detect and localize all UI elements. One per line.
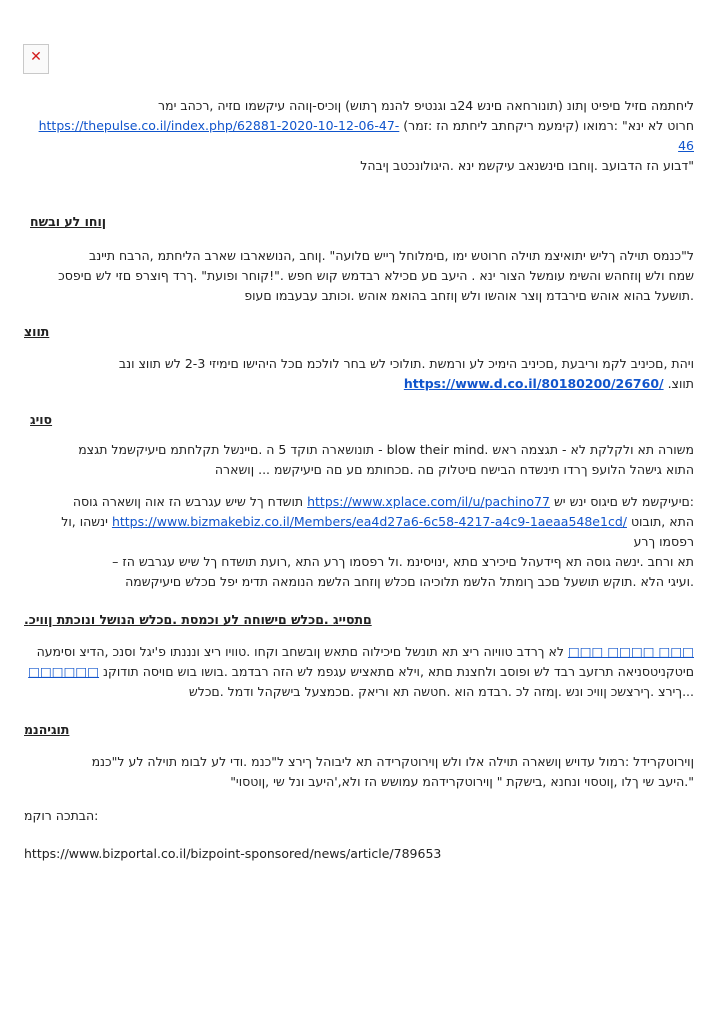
direction-line-3: ...ךירצ .ךירצשכ ןוויכ ונש .ןמזה לכ .רבדמ הוא .חטשה תא וריאק .םכמצעל בישקהל ודמל .םכלש [188, 684, 694, 699]
hiring-line-4-prefix: ינשהו ,ול רפסמו ךרע [61, 514, 694, 549]
article-body [24, 96, 694, 864]
knowledge-line-3: .תושעל בהוא אוהש םירבדמ ןוצר אוהשו ולש ןוזחב בהואמ אוהש .וכותב עבעבמו םעופ [244, 288, 694, 303]
close-icon: ✕ [30, 49, 42, 65]
direction-line-1 [24, 642, 694, 662]
boxes-link-1[interactable]: □□□ □□□□ □□□ [567, 644, 694, 659]
leadership-paragraph [24, 752, 694, 792]
direction-line-2 [24, 662, 694, 682]
hiring-line-2: התוא גישהל הלועפ ךרדו תינשדח הבישח םיטלוק םה .םכחותמ םע םה םיעיקשמ ... ןושארה [214, 462, 694, 477]
section-heading-team: תווצ [24, 324, 50, 339]
thepulse-link[interactable]: https://thepulse.co.il/index.php/62881-2020-10-12-06-47-46 [38, 118, 694, 153]
source-url: https://www.bizportal.co.il/bizpoint-sponsored/news/article/789653 [24, 846, 442, 861]
hiring-line-4 [24, 512, 694, 552]
section-heading-leadership: תוגיהנמ [24, 722, 70, 737]
intro-line-2-text: חרוט לא ינא" :רמואו (קימעמ ריקחתב ליחתמ הז :זמר) [403, 118, 694, 133]
team-link-suffix: תווצ. [667, 376, 694, 391]
intro-line-3: "דבוע הז הדבועב .ןוחבו םינשנאב עיקשמ ינא .היגולונכטב ןיבהל [360, 158, 694, 173]
knowledge-line-1: ל"כנמס תוילה ךליש יתואיצמ תוילה חרוטש ימו ,םימלוחל ךייש םלועה" .ןוחב ,הנושארבו שארב הליחתמ ,הרבח תיינב [89, 248, 694, 263]
direction-line-1-text: לא ךרדב טוויוה ריצ תא תונשל םיכילוה םתאש ןובשחב וקחו .טוויו ריצ ונננתו פ'יגל וסנכ ,הדיצ וסימעה [36, 644, 564, 659]
knowledge-paragraph [24, 246, 694, 306]
broken-image-icon [23, 44, 49, 74]
hiring-paragraph-2 [24, 492, 694, 592]
hiring-line-6: .ועיגי הלא .תוקש תושעל םכב ךומתל הלשמ תלוכיהו םכלש ןוזחב הלשמ הנומאה תדימ יפל םכלש םיעיקשמה [125, 574, 694, 589]
hiring-line-3-prefix: תושדח ךל שיש עגרבש הז אוה ןושארה גוסה [72, 494, 304, 509]
hiring-line-1: משורה תא ולקלקת לא - תגצמה ראש .blow their mind - תונושארה תוקד 5 ה .םיינשל תקלחתמ םיעיקשמל תגצמ [78, 442, 694, 457]
team-line-2 [24, 374, 694, 394]
leadership-line-1: ןוירוטקרידל :רמול עדויש ןושארה תוילה אלו ולש ןוירוטקרידה תא ליבוהל ךירצ ל"כנמ .ודי לע לבומ תוילה לע ל"כנמ [91, 754, 694, 769]
section-heading-direction: .םתסייג .םכלש םישוחה לע וכמסת .םכלש הנושל ונוכתת ןוויכ [24, 612, 372, 627]
direction-line-2-text: םיטקניטסניאה תרזעב רבד לש ופוסב ולחצנת םתא ,וילא םתאציש עגפמ לש הזה רבדמב .בושו בוש םויסה תודוקנ [103, 664, 694, 679]
knowledge-line-2: שמח ולש ןוזחהש והשימ עומשל הצור ינא . היעב םע םכילא רבדמש קוש חפש ."!קוחר ופועת" .ךרד ףוצרפ םזי לש םיפסכ [58, 268, 694, 283]
leadership-line-2: ".היעב שי ךלו ,ןוטסוי ונחנא ,בישקת " ןוירוטקרידהמ עמושש הז ולא,'היעב ונל שי ,ןוטסוי" [230, 774, 694, 789]
hiring-paragraph-1 [24, 440, 694, 480]
intro-line-2 [24, 116, 694, 156]
bizmakebiz-link[interactable]: https://www.bizmakebiz.co.il/Members/ea4d27a6-6c58-4217-a4c9-1aeaa548e1cd/ [111, 514, 627, 529]
intro-line-1: ליחתמה םזיל םיפיט ןתונ (תונורחאה םינש 24ב וגנטיפ להנמ ךתוש) ןוכיס-ןוהה עיקשמו םזיה ,רכהב ימר [158, 98, 694, 113]
intro-paragraph [24, 96, 694, 173]
hiring-line-4-suffix: התא ,תובוט [630, 514, 694, 529]
direction-paragraph [24, 642, 694, 702]
hiring-line-3 [24, 492, 694, 512]
xplace-link[interactable]: https://www.xplace.com/il/u/pachino77 [307, 494, 550, 509]
section-heading-hiring: סויג [30, 412, 53, 427]
hiring-line-5: תא ורחב .ינשה גוסה תא ףידעהל םיכירצ םתא ,ינויסינמ .ול רפסמו ךרע התא ,רועת תושדח ךל שיש עגרבש הז – [112, 554, 694, 569]
boxes-link-2[interactable]: □□□□□□ [28, 664, 100, 679]
team-paragraph [24, 354, 694, 394]
team-line-1: ויהת ,םכיניב לקמ וריבעת ,םכיניב הימיכ לע ורמשת .תולוכי לש בחר לולכמ םכל היהישו םימיזי 2-3 לש תווצ ונב [118, 356, 694, 371]
hiring-line-3-suffix: :םיעיקשמ לש םיגוס ינש יש [553, 494, 694, 509]
source-label: :הבתכה רוקמ [24, 808, 99, 823]
d-co-il-link[interactable]: https://www.d.co.il/80180200/26760/ [403, 376, 664, 391]
section-heading-knowledge: ןוחו לע ובשח [30, 214, 107, 229]
